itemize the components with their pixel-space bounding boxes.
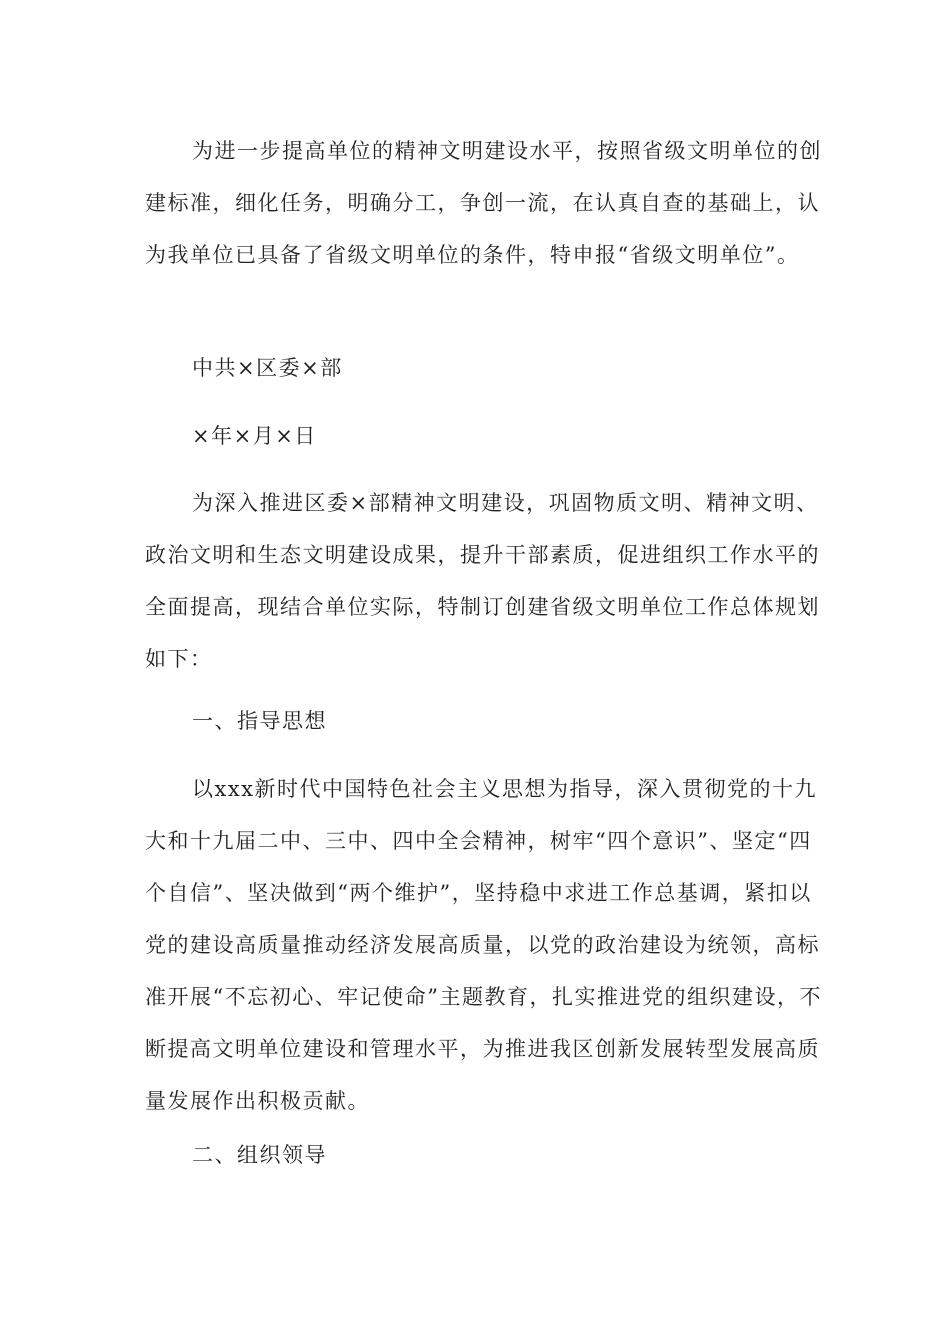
signature-date: ×年×月×日 bbox=[192, 424, 317, 448]
application-paragraph: 为进一步提高单位的精神文明建设水平，按照省级文明单位的创建标准，细化任务，明确分工，争创一流，在认真自查的基础上，认为我单位已具备了省级文明单位的条件，特申报“省级文明单位”。 bbox=[145, 139, 822, 267]
section-heading-organization-leadership: 二、组织领导 bbox=[192, 1143, 327, 1167]
signature-organization: 中共×区委×部 bbox=[192, 356, 343, 380]
guiding-thought-paragraph: 以xxx新时代中国特色社会主义思想为指导，深入贯彻党的十九大和十九届二中、三中、四中全会精神，树牢“四个意识”、坚定“四个自信”、坚决做到“两个维护”，坚持稳中求进工作总基调，紧扣以党的建设高质量推动经济发展高质量，以党的政治建设为统领，高标准开展“不忘初心、牢记使命”主题教育，扎实推进党的组织建设，不断提高文明单位建设和管理水平，为推进我区创新发展转型发展高质量发展作出积极贡献。 bbox=[145, 777, 822, 1113]
section-heading-guiding-thought: 一、指导思想 bbox=[192, 709, 327, 733]
plan-intro-paragraph: 为深入推进区委×部精神文明建设，巩固物质文明、精神文明、政治文明和生态文明建设成果，提升干部素质，促进组织工作水平的全面提高，现结合单位实际，特制订创建省级文明单位工作总体规划如下： bbox=[145, 491, 820, 671]
